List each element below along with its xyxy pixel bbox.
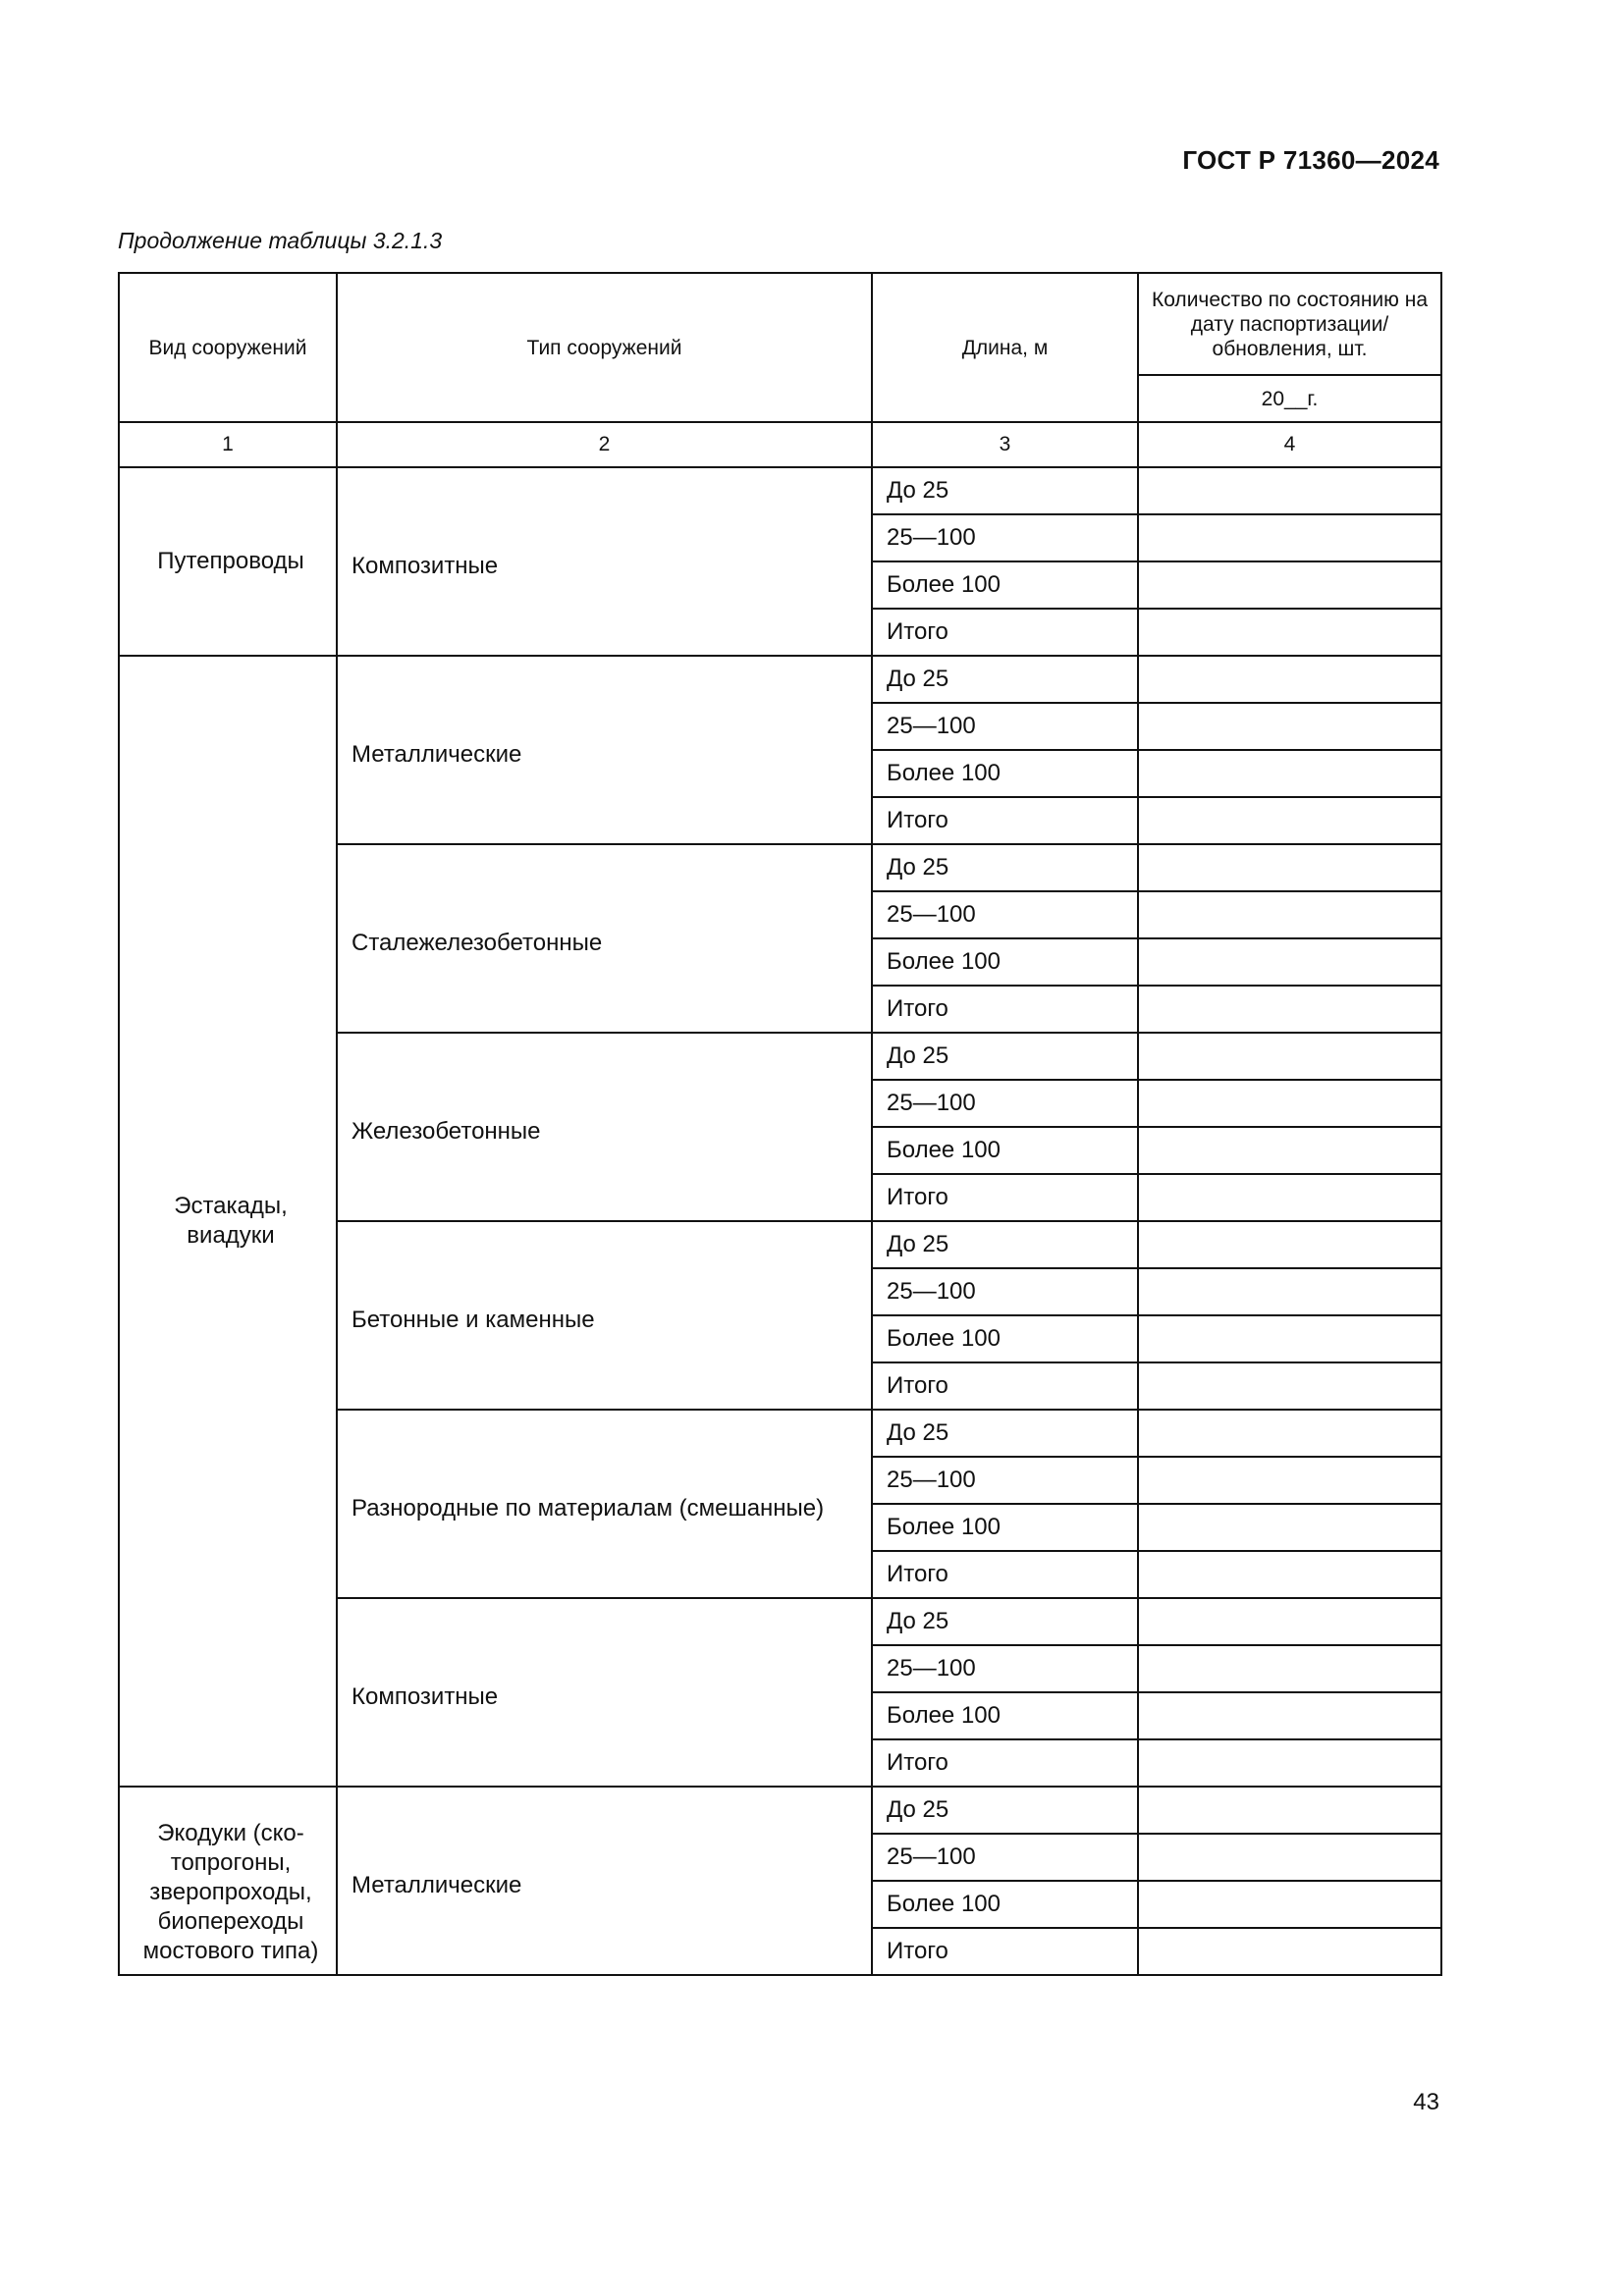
- length-range-cell: Более 100: [872, 1315, 1138, 1362]
- length-range-cell: 25—100: [872, 1834, 1138, 1881]
- page-number: 43: [1413, 2089, 1439, 2115]
- column-number: 3: [872, 422, 1138, 467]
- quantity-cell[interactable]: [1138, 609, 1441, 656]
- quantity-cell[interactable]: [1138, 750, 1441, 797]
- length-range-cell: 25—100: [872, 703, 1138, 750]
- length-range-cell: Более 100: [872, 1881, 1138, 1928]
- quantity-cell[interactable]: [1138, 1504, 1441, 1551]
- structure-kind-line: Экодуки (ско-: [157, 1820, 304, 1846]
- quantity-cell[interactable]: [1138, 703, 1441, 750]
- quantity-cell[interactable]: [1138, 1739, 1441, 1787]
- length-range-cell: Итого: [872, 1928, 1138, 1975]
- length-range-cell: Итого: [872, 1174, 1138, 1221]
- length-range-cell: 25—100: [872, 1268, 1138, 1315]
- length-range-cell: Итого: [872, 1362, 1138, 1410]
- quantity-cell[interactable]: [1138, 1362, 1441, 1410]
- length-range-cell: Более 100: [872, 750, 1138, 797]
- header-length: Длина, м: [872, 273, 1138, 422]
- length-range-cell: До 25: [872, 1598, 1138, 1645]
- table-caption: Продолжение таблицы 3.2.1.3: [118, 228, 443, 253]
- quantity-cell[interactable]: [1138, 1127, 1441, 1174]
- structure-type-cell: Композитные: [337, 1598, 872, 1787]
- structure-kind-label: Путепроводы: [157, 548, 304, 574]
- quantity-cell[interactable]: [1138, 1268, 1441, 1315]
- quantity-cell[interactable]: [1138, 1315, 1441, 1362]
- length-range-cell: 25—100: [872, 1457, 1138, 1504]
- quantity-cell[interactable]: [1138, 656, 1441, 703]
- length-range-cell: Итого: [872, 1739, 1138, 1787]
- quantity-cell[interactable]: [1138, 1033, 1441, 1080]
- quantity-cell[interactable]: [1138, 561, 1441, 609]
- structure-type-cell: Разнородные по материалам (смешанные): [337, 1410, 872, 1598]
- length-range-cell: Более 100: [872, 938, 1138, 986]
- quantity-cell[interactable]: [1138, 1080, 1441, 1127]
- table-body: [119, 467, 1441, 1975]
- quantity-cell[interactable]: [1138, 467, 1441, 514]
- structure-kind-label: Эстакады, виадуки: [174, 1193, 288, 1249]
- structure-type-cell: Железобетонные: [337, 1033, 872, 1221]
- quantity-cell[interactable]: [1138, 891, 1441, 938]
- header-type: Тип сооружений: [337, 273, 872, 422]
- quantity-cell[interactable]: [1138, 1551, 1441, 1598]
- header-quantity: Количество по состоянию на дату паспортизации/ обновления, шт.: [1138, 273, 1441, 375]
- length-range-cell: 25—100: [872, 1645, 1138, 1692]
- quantity-cell[interactable]: [1138, 1787, 1441, 1834]
- quantity-cell[interactable]: [1138, 844, 1441, 891]
- table-row: [119, 1787, 1441, 1834]
- length-range-cell: 25—100: [872, 1080, 1138, 1127]
- structure-type-cell: Металлические: [337, 656, 872, 844]
- column-number: 2: [337, 422, 872, 467]
- data-table: [118, 272, 1442, 1976]
- length-range-cell: Итого: [872, 986, 1138, 1033]
- quantity-cell[interactable]: [1138, 1174, 1441, 1221]
- quantity-cell[interactable]: [1138, 1410, 1441, 1457]
- length-range-cell: Более 100: [872, 1692, 1138, 1739]
- quantity-cell[interactable]: [1138, 1221, 1441, 1268]
- length-range-cell: Более 100: [872, 561, 1138, 609]
- column-number: 4: [1138, 422, 1441, 467]
- header-year: 20__г.: [1138, 375, 1441, 422]
- column-number: 1: [119, 422, 337, 467]
- structure-kind-cell: [119, 1787, 337, 1975]
- structure-kind-line: биопереходы: [157, 1908, 304, 1935]
- header-kind: Вид сооружений: [119, 273, 337, 422]
- length-range-cell: Более 100: [872, 1504, 1138, 1551]
- structure-kind-line: мостового типа): [142, 1938, 319, 1964]
- structure-kind-line: зверопроходы,: [149, 1879, 312, 1905]
- quantity-cell[interactable]: [1138, 1928, 1441, 1975]
- length-range-cell: Более 100: [872, 1127, 1138, 1174]
- quantity-cell[interactable]: [1138, 1692, 1441, 1739]
- quantity-cell[interactable]: [1138, 797, 1441, 844]
- structure-kind-cell: [119, 656, 337, 1787]
- quantity-cell[interactable]: [1138, 986, 1441, 1033]
- length-range-cell: До 25: [872, 467, 1138, 514]
- structure-type-cell: Бетонные и каменные: [337, 1221, 872, 1410]
- quantity-cell[interactable]: [1138, 938, 1441, 986]
- structure-type-cell: Металлические: [337, 1787, 872, 1975]
- length-range-cell: До 25: [872, 1410, 1138, 1457]
- length-range-cell: До 25: [872, 656, 1138, 703]
- length-range-cell: 25—100: [872, 514, 1138, 561]
- table-row: [119, 656, 1441, 703]
- length-range-cell: До 25: [872, 1787, 1138, 1834]
- quantity-cell[interactable]: [1138, 1457, 1441, 1504]
- structure-kind-line: топрогоны,: [170, 1849, 292, 1876]
- quantity-cell[interactable]: [1138, 1834, 1441, 1881]
- table-row: [119, 467, 1441, 514]
- structure-type-cell: Композитные: [337, 467, 872, 656]
- quantity-cell[interactable]: [1138, 1881, 1441, 1928]
- quantity-cell[interactable]: [1138, 1645, 1441, 1692]
- quantity-cell[interactable]: [1138, 1598, 1441, 1645]
- length-range-cell: Итого: [872, 609, 1138, 656]
- quantity-cell[interactable]: [1138, 514, 1441, 561]
- structure-kind-cell: [119, 467, 337, 656]
- structure-type-cell: Сталежелезобетонные: [337, 844, 872, 1033]
- document-code: ГОСТ Р 71360—2024: [1182, 145, 1439, 175]
- length-range-cell: До 25: [872, 1033, 1138, 1080]
- length-range-cell: До 25: [872, 1221, 1138, 1268]
- length-range-cell: До 25: [872, 844, 1138, 891]
- length-range-cell: Итого: [872, 797, 1138, 844]
- length-range-cell: Итого: [872, 1551, 1138, 1598]
- length-range-cell: 25—100: [872, 891, 1138, 938]
